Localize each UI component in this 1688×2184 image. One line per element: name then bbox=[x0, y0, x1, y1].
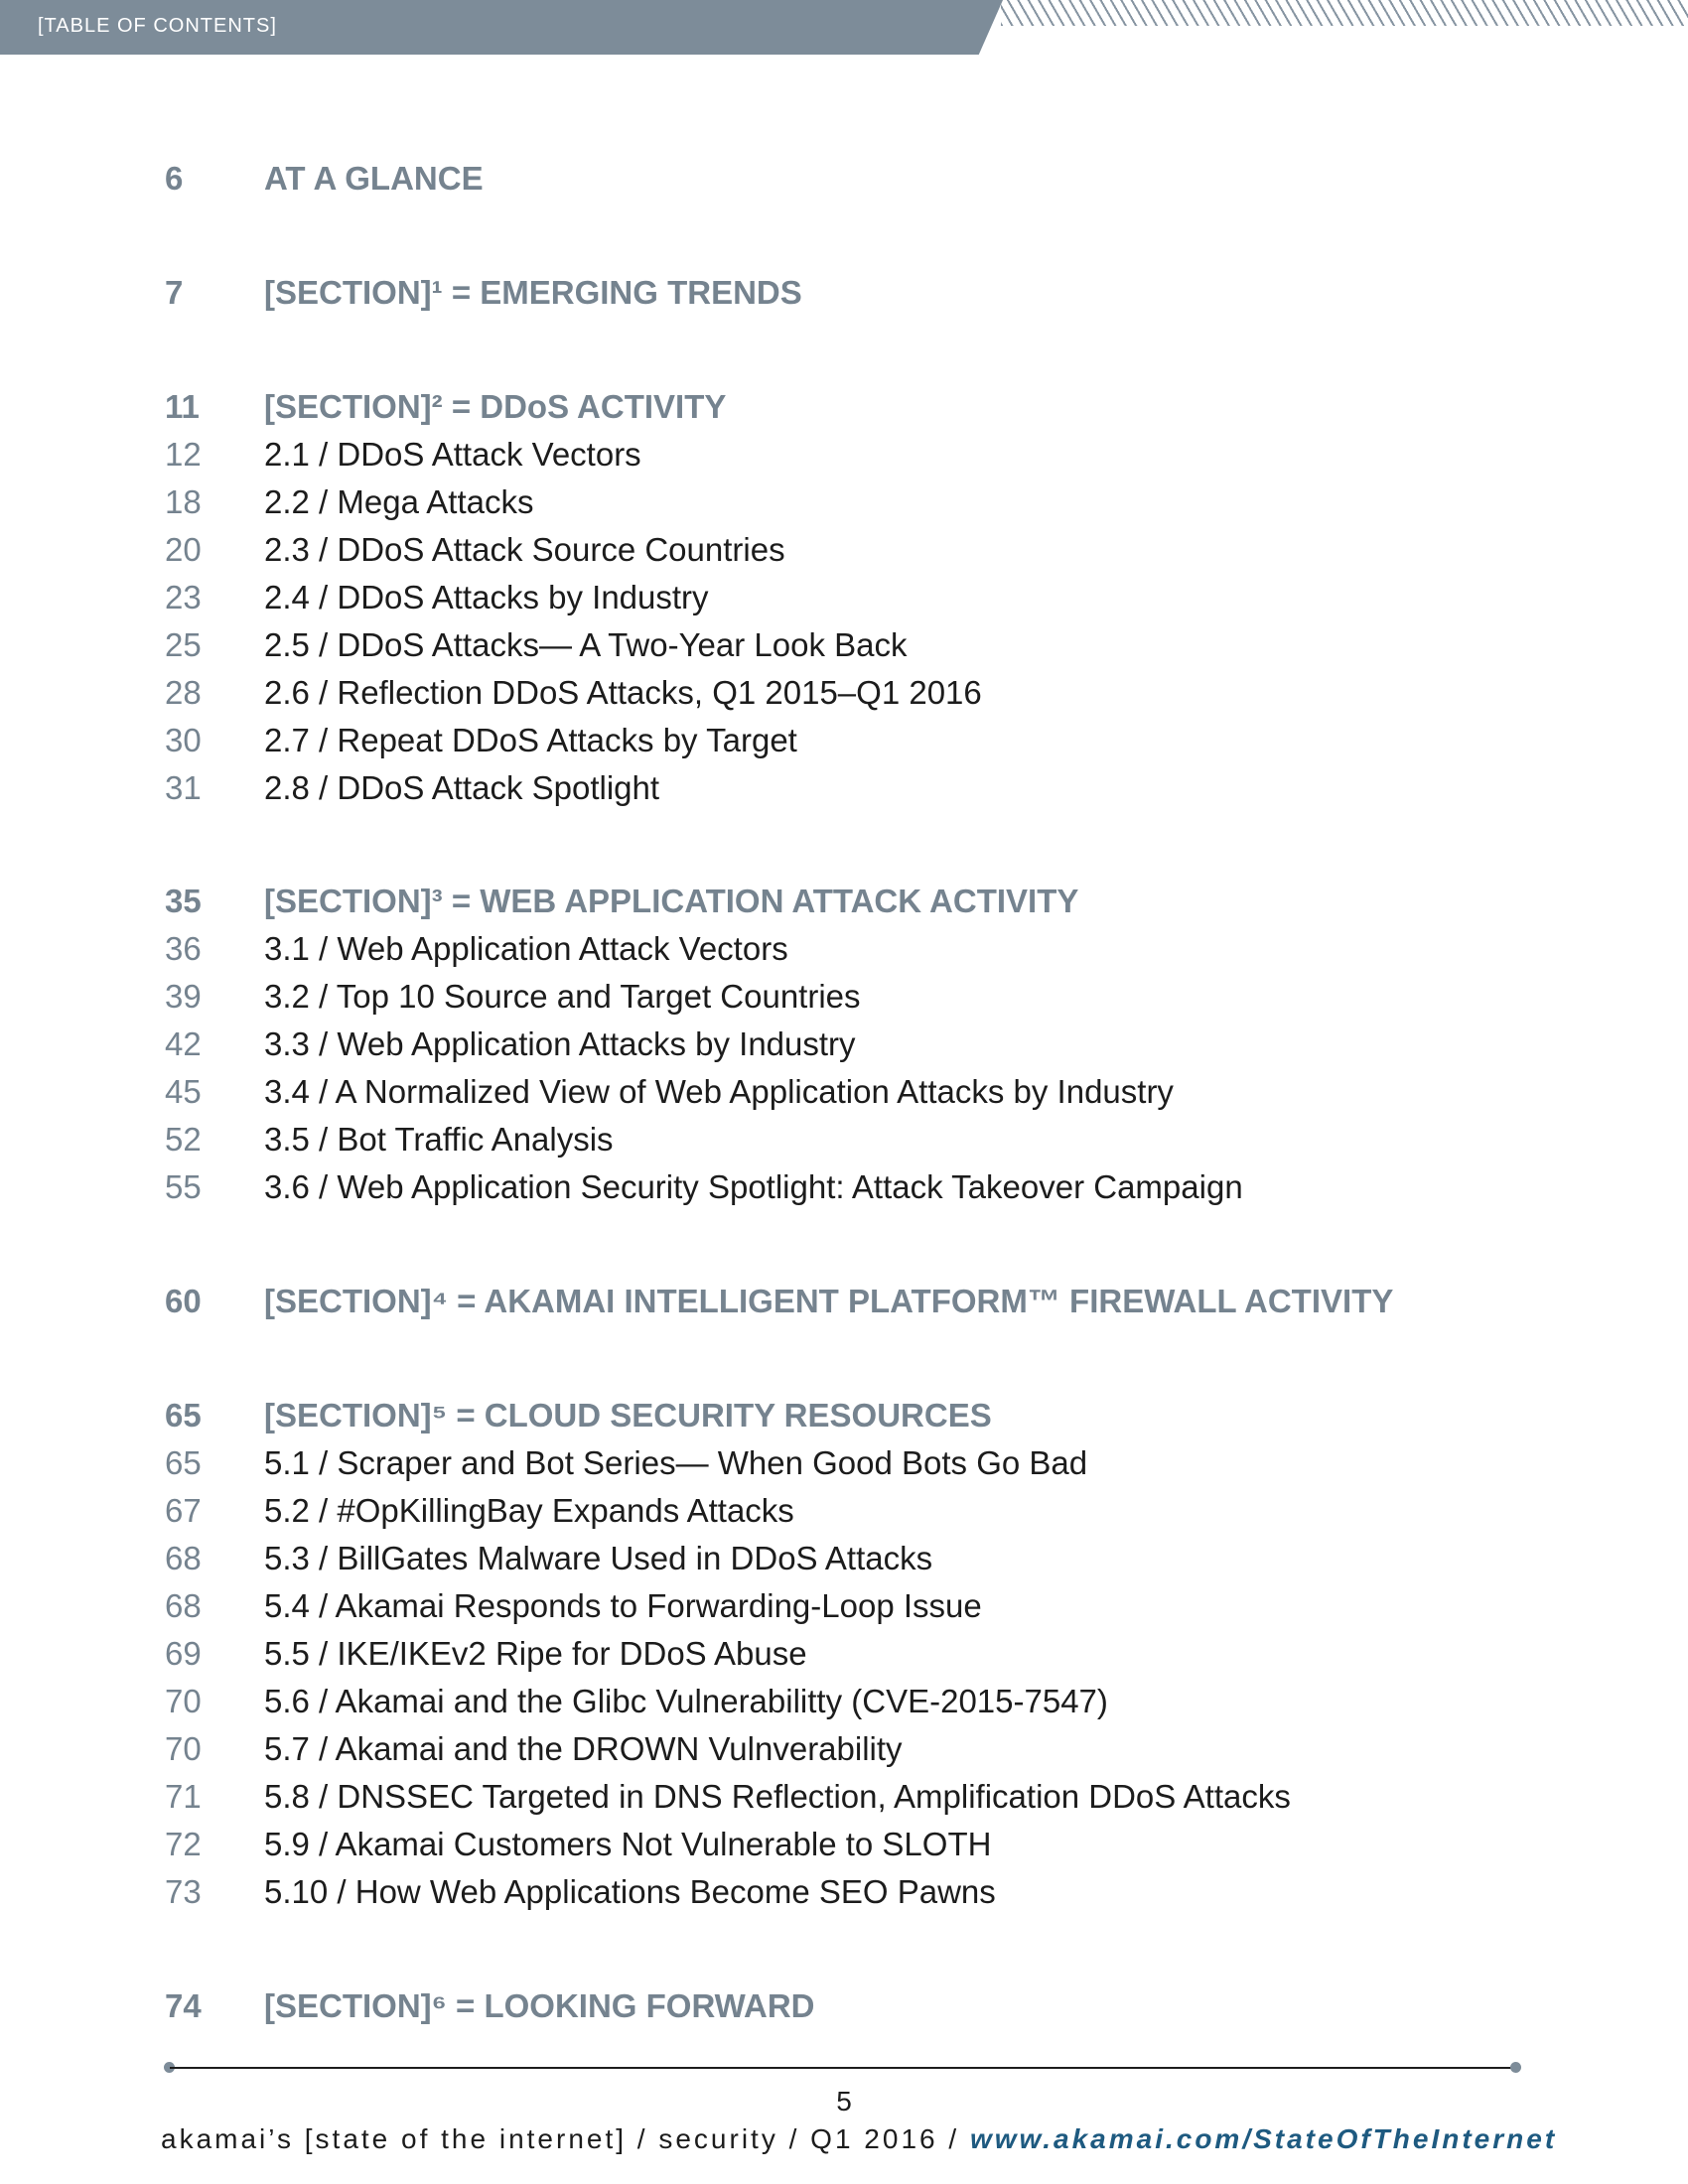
toc-entry-row[interactable] bbox=[0, 1441, 1589, 1485]
toc-title: [SECTION]⁵ = CLOUD SECURITY RESOURCES bbox=[264, 1397, 992, 1433]
toc-title: 2.7 / Repeat DDoS Attacks by Target bbox=[264, 722, 797, 758]
toc-title: 3.1 / Web Application Attack Vectors bbox=[264, 930, 788, 967]
toc-page-number: 30 bbox=[165, 722, 202, 758]
toc-title: 3.4 / A Normalized View of Web Application Attacks by Industry bbox=[264, 1073, 1174, 1110]
toc-entry-row[interactable] bbox=[0, 719, 1589, 762]
footer-publication: akamai’s [state of the internet] / security / Q1 2016 / bbox=[161, 2123, 970, 2154]
toc-entry-row[interactable] bbox=[0, 1632, 1589, 1676]
toc-entry-row[interactable] bbox=[0, 1727, 1589, 1771]
toc-title: 5.7 / Akamai and the DROWN Vulnverability bbox=[264, 1730, 903, 1767]
toc-section-row[interactable] bbox=[0, 1984, 1589, 2028]
toc-title: [SECTION]² = DDoS ACTIVITY bbox=[264, 388, 727, 425]
toc-title: AT A GLANCE bbox=[264, 160, 484, 197]
toc-page-number: 52 bbox=[165, 1121, 202, 1158]
toc-page-number: 69 bbox=[165, 1635, 202, 1672]
toc-title: [SECTION]⁶ = LOOKING FORWARD bbox=[264, 1987, 815, 2024]
toc-section-row[interactable] bbox=[0, 271, 1589, 315]
toc-title: 5.5 / IKE/IKEv2 Ripe for DDoS Abuse bbox=[264, 1635, 807, 1672]
toc-page-number: 11 bbox=[165, 388, 200, 425]
toc-title: 2.8 / DDoS Attack Spotlight bbox=[264, 769, 660, 806]
toc-entry-row[interactable] bbox=[0, 1584, 1589, 1628]
toc-page-number: 70 bbox=[165, 1730, 202, 1767]
footer-text bbox=[161, 2123, 1557, 2155]
toc-title: 5.1 / Scraper and Bot Series— When Good Bots Go Bad bbox=[264, 1444, 1088, 1481]
toc-page-number: 12 bbox=[165, 436, 202, 473]
toc-entry-row[interactable] bbox=[0, 927, 1589, 971]
toc-page-number: 70 bbox=[165, 1683, 202, 1719]
page-number: 5 bbox=[836, 2086, 852, 2116]
toc-title: 5.8 / DNSSEC Targeted in DNS Reflection, Amplification DDoS Attacks bbox=[264, 1778, 1291, 1815]
toc-page-number: 74 bbox=[165, 1987, 202, 2024]
toc-entry-row[interactable] bbox=[0, 576, 1589, 619]
toc-section-row[interactable] bbox=[0, 1394, 1589, 1437]
toc-title: 3.2 / Top 10 Source and Target Countries bbox=[264, 978, 861, 1015]
toc-page-number: 7 bbox=[165, 274, 184, 311]
toc-entry-row[interactable] bbox=[0, 975, 1589, 1019]
toc-entry-row[interactable] bbox=[0, 1537, 1589, 1580]
toc-page-number: 71 bbox=[165, 1778, 202, 1815]
toc-page-number: 35 bbox=[165, 883, 202, 919]
toc-entry-row[interactable] bbox=[0, 433, 1589, 477]
toc-page-number: 42 bbox=[165, 1025, 202, 1062]
toc-page-number: 28 bbox=[165, 674, 202, 711]
toc-title: 3.6 / Web Application Security Spotlight: Attack Takeover Campaign bbox=[264, 1168, 1243, 1205]
toc-title: 5.4 / Akamai Responds to Forwarding-Loop Issue bbox=[264, 1587, 982, 1624]
toc-page-number: 6 bbox=[165, 160, 184, 197]
toc-entry-row[interactable] bbox=[0, 1023, 1589, 1066]
toc-title: 5.6 / Akamai and the Glibc Vulnerabilitty (CVE-2015-7547) bbox=[264, 1683, 1108, 1719]
toc-entry-row[interactable] bbox=[0, 1070, 1589, 1114]
toc-entry-row[interactable] bbox=[0, 1165, 1589, 1209]
toc-page-number: 23 bbox=[165, 579, 202, 615]
toc-entry-row[interactable] bbox=[0, 480, 1589, 524]
toc-title: 5.10 / How Web Applications Become SEO Pawns bbox=[264, 1873, 996, 1910]
toc-page-number: 25 bbox=[165, 626, 202, 663]
toc-entry-row[interactable] bbox=[0, 671, 1589, 715]
toc-page-number: 31 bbox=[165, 769, 202, 806]
toc-entry-row[interactable] bbox=[0, 1680, 1589, 1723]
toc-page-number: 39 bbox=[165, 978, 202, 1015]
toc-page-number: 65 bbox=[165, 1397, 202, 1433]
toc-section-row[interactable] bbox=[0, 157, 1589, 201]
toc-entry-row[interactable] bbox=[0, 766, 1589, 810]
toc-title: 3.3 / Web Application Attacks by Industry bbox=[264, 1025, 856, 1062]
toc-page-number: 68 bbox=[165, 1587, 202, 1624]
toc-title: [SECTION]¹ = EMERGING TRENDS bbox=[264, 274, 802, 311]
toc-title: [SECTION]³ = WEB APPLICATION ATTACK ACTIVITY bbox=[264, 883, 1079, 919]
toc-entry-row[interactable] bbox=[0, 1823, 1589, 1866]
toc-page-number: 18 bbox=[165, 483, 202, 520]
toc-entry-row[interactable] bbox=[0, 1870, 1589, 1914]
header-tab-label: [TABLE OF CONTENTS] bbox=[38, 15, 277, 37]
footer-rule bbox=[170, 2067, 1516, 2069]
footer-link[interactable]: www.akamai.com/StateOfTheInternet bbox=[969, 2123, 1558, 2154]
toc-page-number: 72 bbox=[165, 1826, 202, 1862]
toc-title: 2.3 / DDoS Attack Source Countries bbox=[264, 531, 785, 568]
toc-page-number: 45 bbox=[165, 1073, 202, 1110]
toc-entry-row[interactable] bbox=[0, 1489, 1589, 1533]
toc-title: 2.6 / Reflection DDoS Attacks, Q1 2015–Q1 2016 bbox=[264, 674, 982, 711]
toc-title: 3.5 / Bot Traffic Analysis bbox=[264, 1121, 614, 1158]
toc-title: 2.4 / DDoS Attacks by Industry bbox=[264, 579, 709, 615]
toc-title: 2.1 / DDoS Attack Vectors bbox=[264, 436, 641, 473]
toc-page-number: 20 bbox=[165, 531, 202, 568]
toc-entry-row[interactable] bbox=[0, 528, 1589, 572]
toc-entry-row[interactable] bbox=[0, 1775, 1589, 1819]
toc-page-number: 73 bbox=[165, 1873, 202, 1910]
footer-rule-right-dot bbox=[1510, 2062, 1521, 2073]
toc-page-number: 65 bbox=[165, 1444, 202, 1481]
toc-page-number: 55 bbox=[165, 1168, 202, 1205]
toc-title: 5.9 / Akamai Customers Not Vulnerable to SLOTH bbox=[264, 1826, 992, 1862]
toc-title: [SECTION]⁴ = AKAMAI INTELLIGENT PLATFORM™ FIREWALL ACTIVITY bbox=[264, 1283, 1394, 1319]
toc-entry-row[interactable] bbox=[0, 623, 1589, 667]
toc-title: 2.5 / DDoS Attacks— A Two-Year Look Back bbox=[264, 626, 908, 663]
toc-section-row[interactable] bbox=[0, 385, 1589, 429]
toc-title: 5.3 / BillGates Malware Used in DDoS Attacks bbox=[264, 1540, 933, 1576]
toc-entry-row[interactable] bbox=[0, 1118, 1589, 1161]
toc-title: 2.2 / Mega Attacks bbox=[264, 483, 534, 520]
toc-page-number: 36 bbox=[165, 930, 202, 967]
toc-page-number: 60 bbox=[165, 1283, 202, 1319]
toc-section-row[interactable] bbox=[0, 880, 1589, 923]
toc-title: 5.2 / #OpKillingBay Expands Attacks bbox=[264, 1492, 794, 1529]
toc-page-number: 67 bbox=[165, 1492, 202, 1529]
toc-page-number: 68 bbox=[165, 1540, 202, 1576]
toc-section-row[interactable] bbox=[0, 1280, 1589, 1323]
